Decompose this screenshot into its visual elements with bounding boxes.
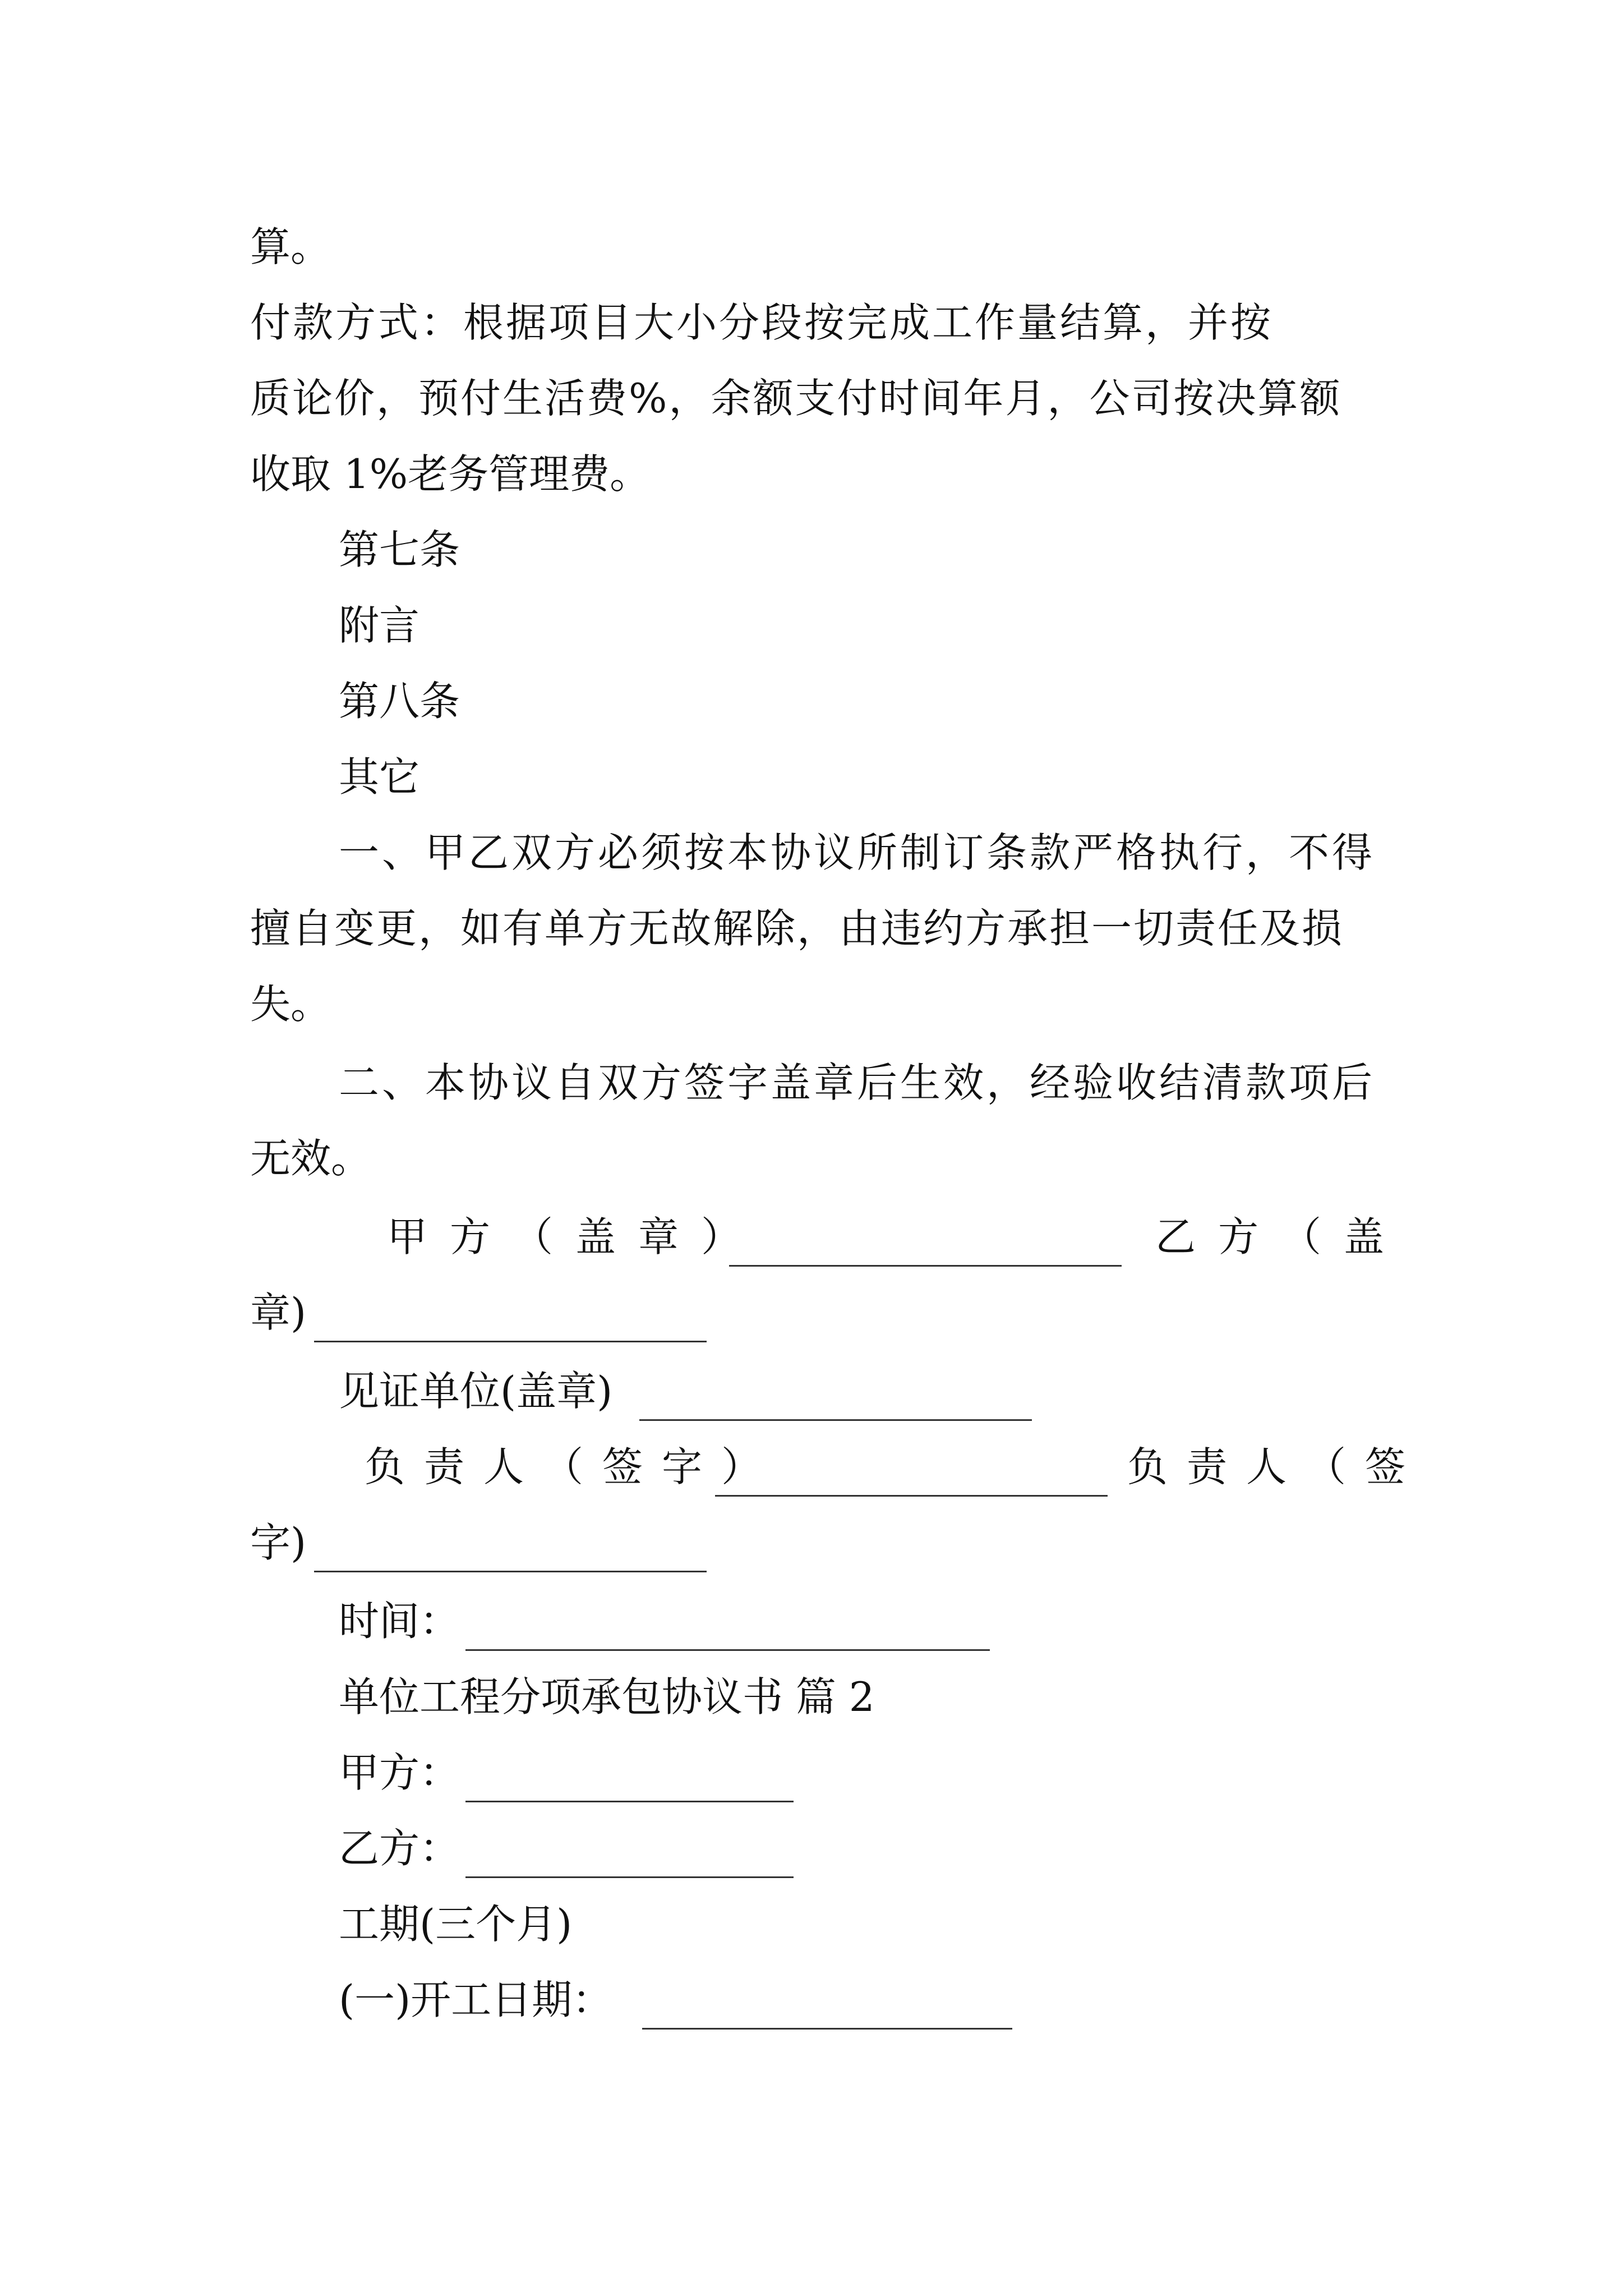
text-line: 附言 — [339, 602, 420, 649]
responsible-b-sign-line — [314, 1537, 707, 1572]
text-line: 算。 — [250, 223, 331, 270]
text-line: 无效。 — [250, 1135, 372, 1182]
article-heading-8: 第八条 — [339, 678, 460, 725]
witness-seal-line — [639, 1386, 1032, 1421]
party-b-seal-label-cont: 章) — [250, 1289, 307, 1336]
text-line: 一、甲乙双方必须按本协议所制订条款严格执行，不得 — [339, 829, 1376, 876]
time-line — [465, 1616, 990, 1651]
party-a-seal-label: 甲方（盖章） — [387, 1213, 764, 1260]
section-2-start-date-label: (一)开工日期： — [339, 1976, 613, 2023]
text-line: 失。 — [250, 981, 331, 1028]
responsible-a-sign-line — [715, 1461, 1108, 1497]
text-content: 付款方式：根据项目大小分段按完成工作量结算，并按 — [250, 299, 1274, 346]
responsible-b-sign-label-cont: 字) — [250, 1519, 307, 1566]
party-b-seal-line — [314, 1307, 707, 1342]
section-2-party-b-line — [465, 1843, 794, 1878]
party-a-seal-line — [729, 1231, 1122, 1267]
text-line: 擅自变更，如有单方无故解除，由违约方承担一切责任及损 — [250, 905, 1344, 952]
section-2-party-a-label: 甲方： — [339, 1749, 460, 1796]
witness-seal-label: 见证单位(盖章) — [339, 1368, 613, 1415]
responsible-b-sign-label: 负责人（签 — [1127, 1443, 1425, 1490]
text-line: 二、本协议自双方签字盖章后生效，经验收结清款项后 — [339, 1059, 1376, 1106]
section-2-duration: 工期(三个月) — [339, 1901, 573, 1948]
section-2-party-a-line — [465, 1767, 794, 1802]
time-label: 时间： — [339, 1598, 460, 1645]
section-2-title: 单位工程分项承包协议书 篇 2 — [339, 1673, 875, 1720]
responsible-a-sign-label: 负责人（签字） — [365, 1443, 781, 1490]
text-line: 收取 1%老务管理费。 — [250, 450, 651, 498]
text-line: 其它 — [339, 753, 420, 800]
text-line: 质论价，预付生活费%，余额支付时间年月，公司按决算额 — [250, 375, 1342, 422]
article-heading-7: 第七条 — [339, 526, 460, 573]
text-line-payment — [250, 295, 1377, 351]
party-b-seal-label: 乙方（盖 — [1155, 1213, 1407, 1260]
section-2-party-b-label: 乙方： — [339, 1825, 460, 1872]
section-2-start-date-line — [642, 1994, 1012, 2030]
